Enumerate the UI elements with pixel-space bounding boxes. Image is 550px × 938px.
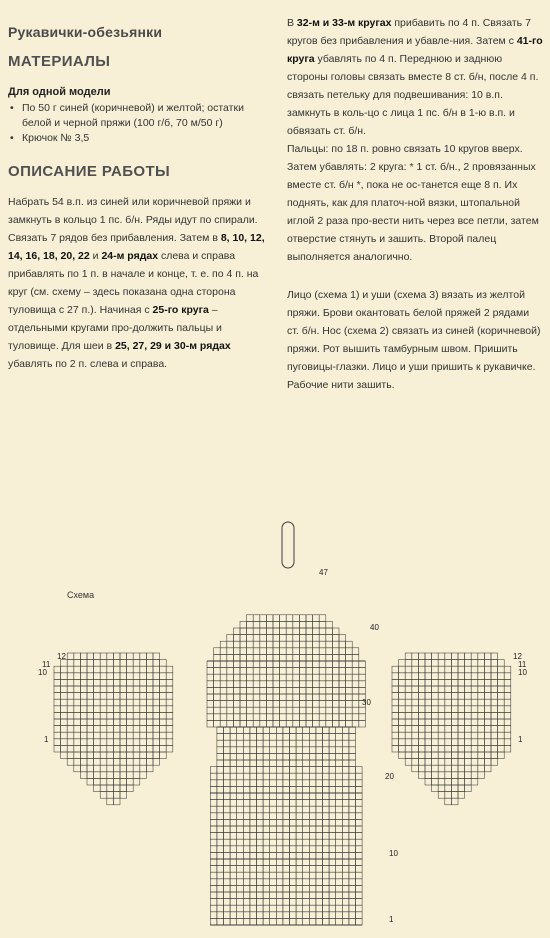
right-column [287,14,543,394]
text-run: Набрать 54 в.п. из синей или коричневой пряжи и замкнуть в кольцо 1 пс. б/н. Ряды идут по спирали. Связать 7 рядов без прибавления. Затем в [8,196,258,244]
text-run-bold: 8, 10, 12, 14, 16, 18, 20, 22 [8,232,265,262]
text-run-bold: 41-го круга [287,35,543,65]
finger-label-10-right: 10 [518,668,527,677]
row-label-10: 10 [389,849,398,858]
finger-label-12: 12 [57,652,66,661]
text-run: –отдельными кругами про-должить пальцы и туловище. Для шеи в [8,304,222,352]
materials-item: • Крючок № 3,5 [8,131,270,146]
text-run-bold: 25, 27, 29 и 30-м рядах [115,340,231,352]
hanging-loop [282,522,294,568]
row-label-1: 1 [389,915,394,924]
fingers-paragraph: Пальцы: по 18 п. ровно связать 10 кругов вверх. Затем убавлять: 2 круга: * 1 ст. б/н., 2 провязанных вместе ст. б/н *, пока не ос-танется еще 8 п. Их поднять, как для платоч-ной вязки, штопальной иглой 2 раза про-вести нить через все петли, затем отверстие стянуть и зашить. Второй палец выполняется аналогично. [287,143,539,263]
text-run: убавлять по 2 п. слева и справа. [8,358,168,370]
materials-subheading: Для одной модели [8,86,111,98]
work-paragraph [8,193,270,373]
row-label-30: 30 [362,698,371,707]
finger-label-1: 1 [44,735,49,744]
face-paragraph: Лицо (схема 1) и уши (схема 3) вязать из желтой пряжи. Брови окантовать белой пряжей 2 рядами ст. б/н. Нос (схема 2) связать из синей (коричневой) пряжи. Рот вышить тамбурным швом. Пришить пуговицы-глазки. Лицо и уши пришить к рукавичке. Рабочие нити зашить. [287,289,541,391]
text-run-bold: 32-м и 33-м кругах [296,17,392,29]
knitting-chart [0,515,550,938]
finger-label-10: 10 [38,668,47,677]
work-heading: ОПИСАНИЕ РАБОТЫ [8,163,171,180]
row-label-47: 47 [319,568,328,577]
text-run: слева и справа прибавлять по 1 п. в начале и конце, т. е. по 4 п. на круг (см. схему – здесь показана одна сторона туловища с 27 п.). Начиная с [8,250,259,316]
right-finger-grid [392,653,511,805]
finger-label-1-right: 1 [518,735,523,744]
left-column [8,0,270,373]
text-run: В [287,17,297,29]
row-label-40: 40 [370,623,379,632]
page-title: Рукавички-обезьянки [8,24,163,40]
text-run: убавлять по 4 п. Переднюю и заднюю стороны головы связать вместе 8 ст. б/н, после 4 п. связать петельку для подвешивания: 10 в.п. замкнуть в коль-цо с лица 1 пс. б/н в 1-ю в.п. и обвязать ст. б/н. [287,53,539,137]
finger-label-11: 11 [42,660,51,669]
finger-label-12-right: 12 [513,652,522,661]
rows-paragraph [287,14,543,140]
materials-heading: МАТЕРИАЛЫ [8,53,111,70]
text-run-bold: 24-м рядах [101,250,159,262]
row-label-20: 20 [385,772,394,781]
text-run: прибавить по 4 п. Связать 7 кругов без прибавления и убавле-ния. Затем с [287,17,531,47]
materials-item: • По 50 г синей (коричневой) и желтой; остатки белой и черной пряжи (100 г/б, 70 м/50 г) [8,101,270,131]
finger-label-11-right: 11 [518,660,527,669]
text-run: и [89,250,102,262]
chart-caption: Схема [67,590,95,600]
left-finger-grid [54,653,173,805]
text-run-bold: 25-го круга [152,304,209,316]
